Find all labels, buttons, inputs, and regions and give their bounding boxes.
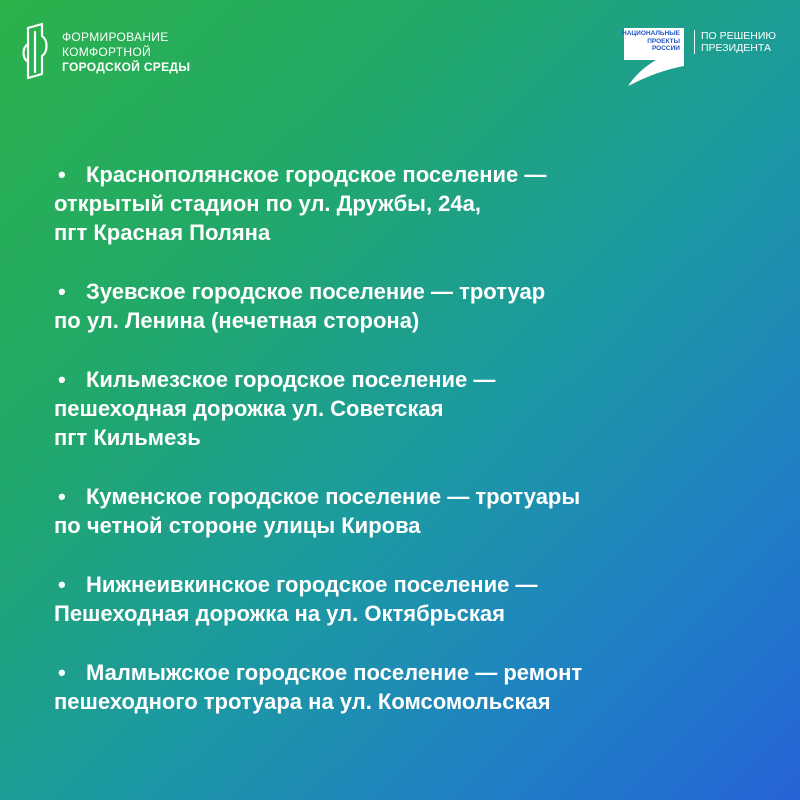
bullet-icon: • xyxy=(58,367,66,392)
bullet-icon: • xyxy=(58,660,66,685)
pres-line-2: ПРЕЗИДЕНТА xyxy=(700,42,771,54)
bullet-icon: • xyxy=(58,162,66,187)
national-projects-text xyxy=(622,30,680,53)
list-item xyxy=(54,658,774,716)
list-item xyxy=(54,365,774,452)
list-item-line: по ул. Ленина (нечетная сторона) xyxy=(54,308,420,333)
list-item-line: пешеходного тротуара на ул. Комсомольская xyxy=(54,689,551,714)
list-item-line: пгт Кильмезь xyxy=(54,425,201,450)
project-brand xyxy=(20,22,190,82)
national-projects-badge xyxy=(622,26,686,88)
list-item-line: • Нижнеивкинское городское поселение — xyxy=(54,570,774,599)
bullet-icon: • xyxy=(58,572,66,597)
list-item-line: • Кильмезское городское поселение — xyxy=(54,365,774,394)
settlement-project-list xyxy=(54,160,774,716)
list-item xyxy=(54,482,774,540)
badge-line-2: ПРОЕКТЫ xyxy=(647,37,680,45)
pres-line-1: ПО РЕШЕНИЮ xyxy=(700,30,776,42)
badge-line-1: НАЦИОНАЛЬНЫЕ xyxy=(622,30,680,37)
brand-line-2: КОМФОРТНОЙ xyxy=(62,44,151,59)
list-item-line: • Куменское городское поселение — тротуары xyxy=(54,482,774,511)
list-item-line: пешеходная дорожка ул. Советская xyxy=(54,396,444,421)
project-brand-text xyxy=(62,30,190,75)
list-item-line: • Зуевское городское поселение — тротуар xyxy=(54,277,774,306)
presidential-decision-text xyxy=(694,30,776,54)
list-item xyxy=(54,570,774,628)
list-item xyxy=(54,160,774,247)
list-item-line: • Краснополянское городское поселение — xyxy=(54,160,774,189)
list-item-line: по четной стороне улицы Кирова xyxy=(54,513,421,538)
list-item-line: • Малмыжское городское поселение — ремонт xyxy=(54,658,774,687)
brand-line-1: ФОРМИРОВАНИЕ xyxy=(62,29,169,44)
list-item-line: пгт Красная Поляна xyxy=(54,220,271,245)
list-item xyxy=(54,277,774,335)
list-item-line: Пешеходная дорожка на ул. Октябрьская xyxy=(54,601,505,626)
badge-line-3: РОССИИ xyxy=(651,45,680,52)
city-environment-logo-icon xyxy=(20,22,50,82)
national-projects-brand xyxy=(622,26,776,88)
bullet-icon: • xyxy=(58,279,66,304)
bullet-icon: • xyxy=(58,484,66,509)
list-item-line: открытый стадион по ул. Дружбы, 24а, xyxy=(54,191,482,216)
brand-line-3: ГОРОДСКОЙ СРЕДЫ xyxy=(62,59,191,74)
